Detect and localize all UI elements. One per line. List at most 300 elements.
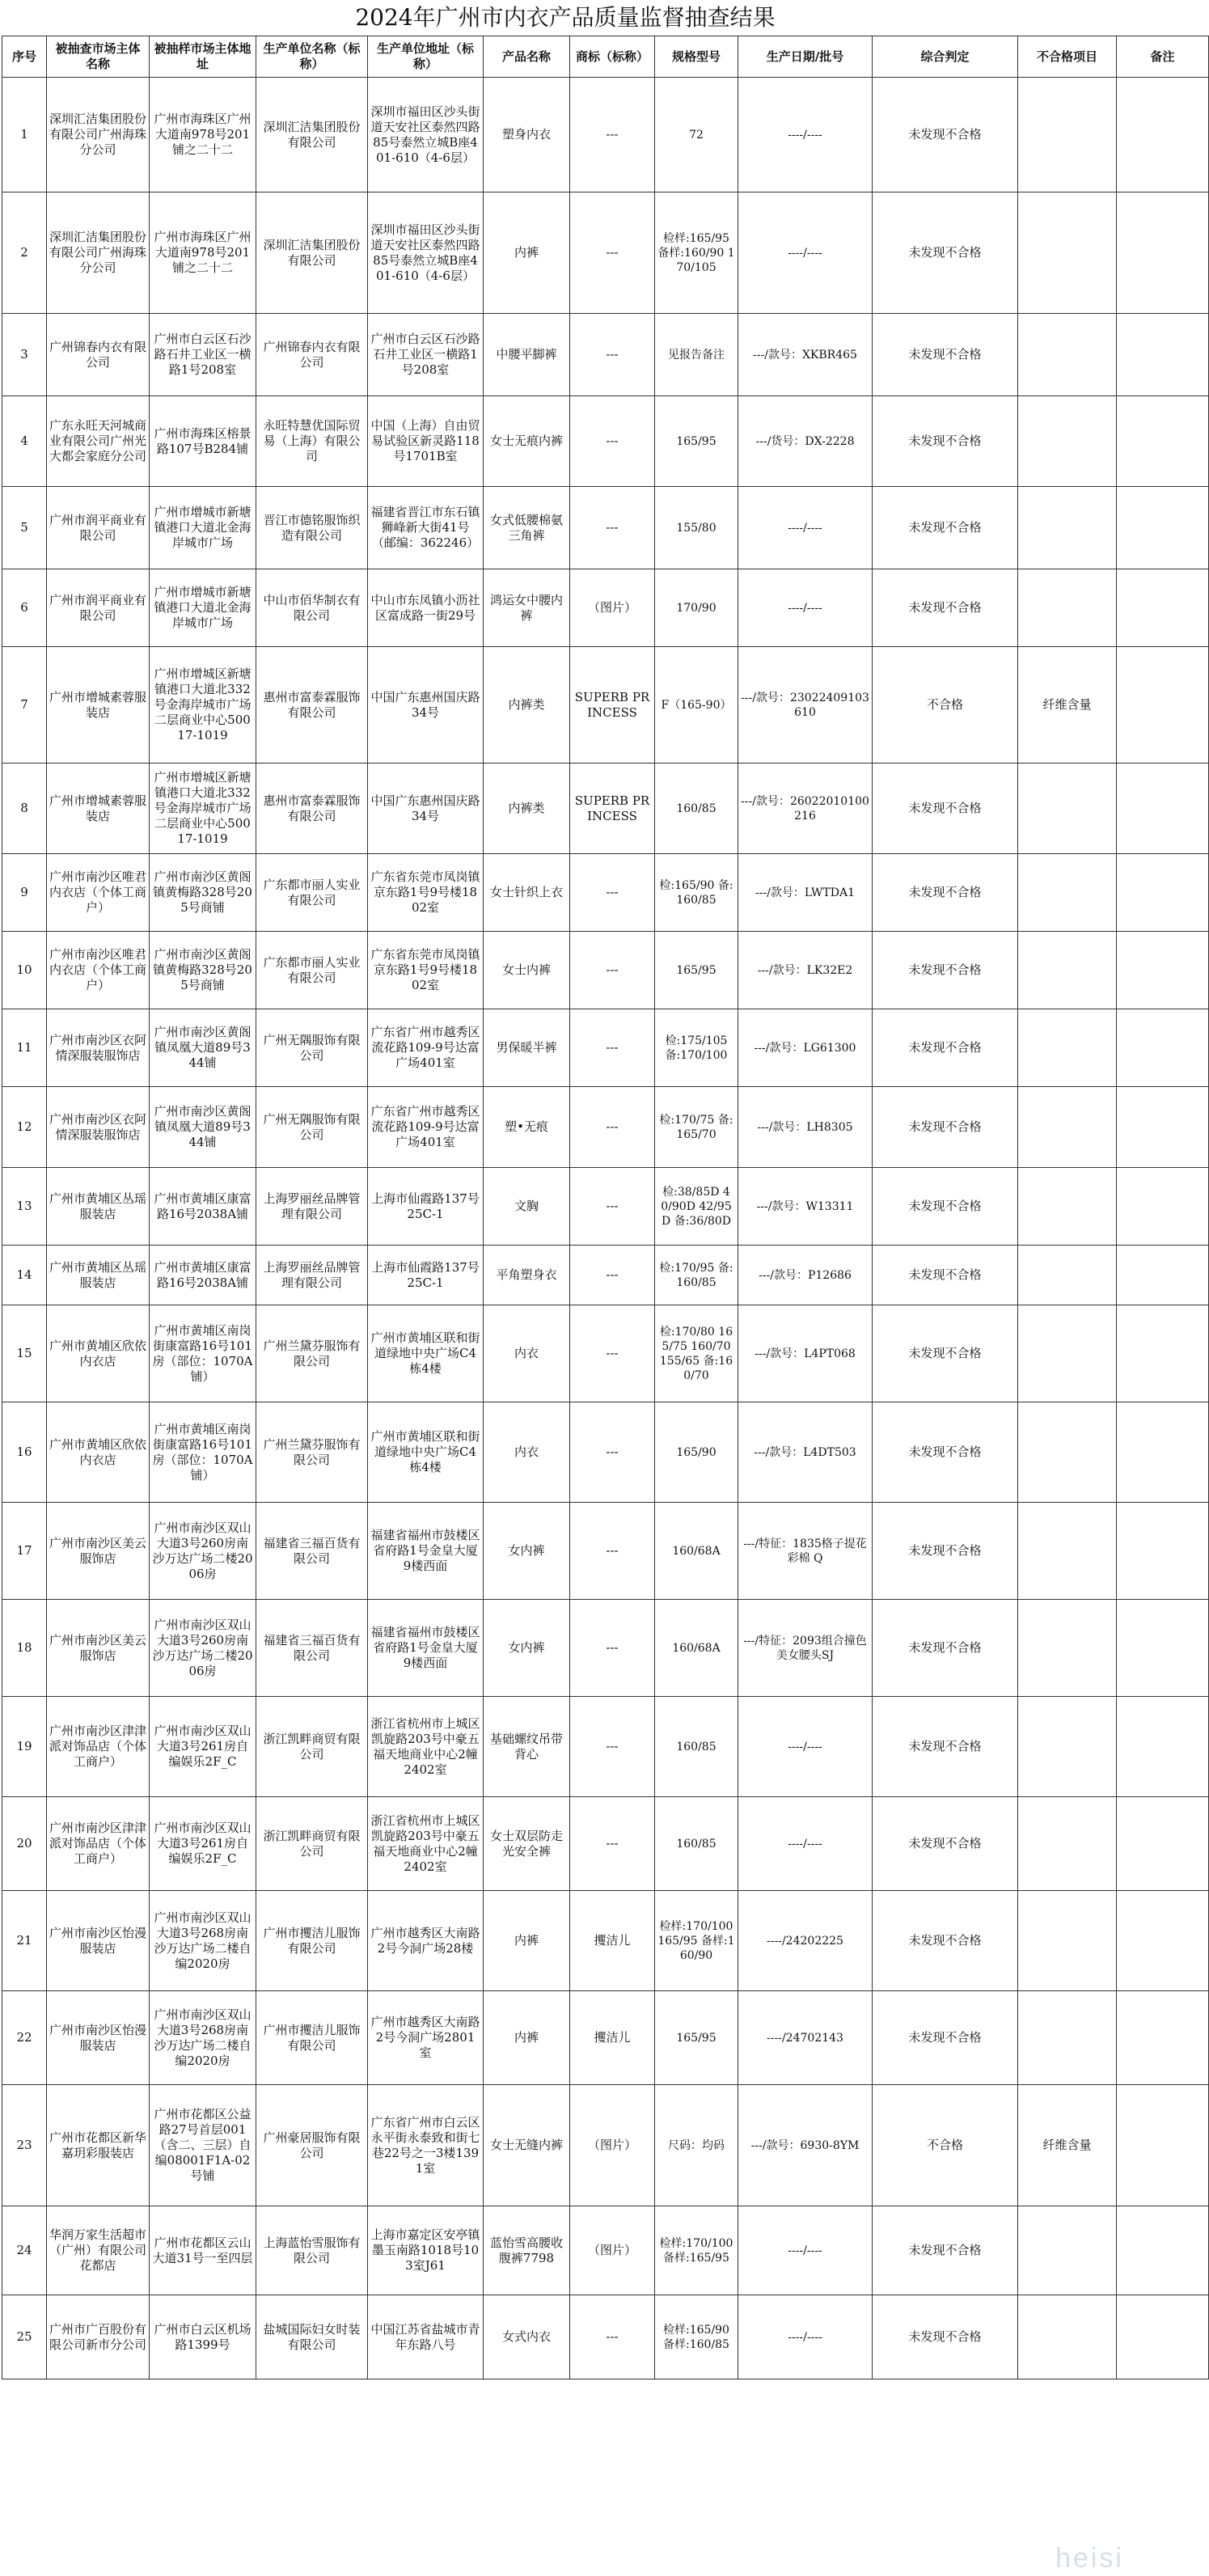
cell-maker-addr: 中国（上海）自由贸易试验区新灵路118号1701B室 — [368, 396, 484, 487]
page-title: 2024年广州市内衣产品质量监督抽查结果 — [355, 4, 776, 31]
cell-verdict: 未发现不合格 — [873, 763, 1018, 854]
cell-spec: 检样:170/100 备样:165/95 — [655, 2206, 738, 2295]
cell-maker: 上海蓝怡雪服饰有限公司 — [256, 2206, 368, 2295]
cell-date: ---/货号：DX-2228 — [738, 396, 873, 487]
cell-maker: 广州豪居服饰有限公司 — [256, 2085, 368, 2206]
header-cell: 生产单位名称（标称） — [256, 36, 368, 78]
cell-maker-addr: 浙江省杭州市上城区凯旋路203号中豪五福天地商业中心2幢2402室 — [368, 1797, 484, 1891]
cell-name: 深圳汇洁集团股份有限公司广州海珠分公司 — [47, 192, 150, 314]
table-row — [2, 1697, 1209, 1797]
cell-maker-addr: 中国江苏省盐城市青年东路八号 — [368, 2295, 484, 2379]
cell-note — [1117, 1991, 1209, 2085]
cell-addr: 广州市南沙区双山大道3号260房南沙万达广场二楼2006房 — [150, 1600, 256, 1697]
cell-addr: 广州市增城区新塘镇港口大道北332号金海岸城市广场二层商业中心50017-1019 — [150, 763, 256, 854]
cell-note — [1117, 932, 1209, 1009]
cell-name: 广州市增城素蓉服装店 — [47, 763, 150, 854]
cell-verdict: 不合格 — [873, 2085, 1018, 2206]
cell-maker: 广州兰黛芬服饰有限公司 — [256, 1305, 368, 1402]
cell-verdict: 未发现不合格 — [873, 1168, 1018, 1246]
cell-brand: （图片） — [570, 2085, 655, 2206]
cell-spec: 160/68A — [655, 1600, 738, 1697]
table-row — [2, 647, 1209, 763]
cell-maker-addr: 广州市黄埔区联和街道绿地中央广场C4栋4楼 — [368, 1305, 484, 1402]
cell-note — [1117, 1891, 1209, 1991]
cell-no: 20 — [2, 1797, 47, 1891]
cell-maker-addr: 上海市仙霞路137号25C-1 — [368, 1168, 484, 1246]
cell-note — [1117, 314, 1209, 396]
cell-fail — [1018, 1697, 1117, 1797]
cell-date: ----/---- — [738, 1697, 873, 1797]
cell-fail — [1018, 314, 1117, 396]
table-row — [2, 1402, 1209, 1503]
table-body — [2, 78, 1209, 2379]
cell-no: 11 — [2, 1009, 47, 1087]
cell-date: ---/款号：L4PT068 — [738, 1305, 873, 1402]
cell-date: ----/24702143 — [738, 1991, 873, 2085]
cell-maker-addr: 福建省福州市鼓楼区省府路1号金皇大厦9楼西面 — [368, 1600, 484, 1697]
cell-maker: 上海罗丽丝品牌管理有限公司 — [256, 1168, 368, 1246]
table-header-row — [2, 36, 1209, 78]
cell-maker: 广州锦春内衣有限公司 — [256, 314, 368, 396]
cell-maker: 深圳汇洁集团股份有限公司 — [256, 192, 368, 314]
cell-verdict: 未发现不合格 — [873, 1402, 1018, 1503]
cell-verdict: 未发现不合格 — [873, 1246, 1018, 1305]
cell-verdict: 未发现不合格 — [873, 487, 1018, 569]
cell-name: 广州市增城素蓉服装店 — [47, 647, 150, 763]
cell-spec: 160/85 — [655, 763, 738, 854]
cell-fail — [1018, 2295, 1117, 2379]
cell-name: 广州市黄埔区丛瑶服装店 — [47, 1246, 150, 1305]
cell-fail — [1018, 78, 1117, 192]
cell-maker: 永旺特慧优国际贸易（上海）有限公司 — [256, 396, 368, 487]
cell-product: 女士针织上衣 — [484, 854, 570, 932]
cell-date: ---/特征：2093组合撞色美女腰头SJ — [738, 1600, 873, 1697]
cell-verdict: 未发现不合格 — [873, 314, 1018, 396]
table-row — [2, 1991, 1209, 2085]
header-cell: 综合判定 — [873, 36, 1018, 78]
cell-name: 广州市花都区新华嘉玥彩服装店 — [47, 2085, 150, 2206]
cell-no: 25 — [2, 2295, 47, 2379]
cell-product: 内衣 — [484, 1305, 570, 1402]
cell-maker: 浙江凯畔商贸有限公司 — [256, 1697, 368, 1797]
cell-note — [1117, 1697, 1209, 1797]
cell-name: 广州市南沙区美云服饰店 — [47, 1600, 150, 1697]
cell-no: 19 — [2, 1697, 47, 1797]
table-row — [2, 192, 1209, 314]
cell-addr: 广州市增城区新塘镇港口大道北332号金海岸城市广场二层商业中心50017-1019 — [150, 647, 256, 763]
cell-brand: --- — [570, 1009, 655, 1087]
cell-verdict: 未发现不合格 — [873, 2206, 1018, 2295]
cell-brand: --- — [570, 1402, 655, 1503]
cell-fail — [1018, 1797, 1117, 1891]
cell-spec: F（165-90） — [655, 647, 738, 763]
cell-spec: 检:170/80 165/75 160/70 155/65 备:160/70 — [655, 1305, 738, 1402]
cell-name: 华润万家生活超市（广州）有限公司花都店 — [47, 2206, 150, 2295]
cell-addr: 广州市南沙区黄阁镇凤凰大道89号344铺 — [150, 1087, 256, 1168]
cell-brand: --- — [570, 396, 655, 487]
table-row — [2, 1168, 1209, 1246]
cell-name: 广东永旺天河城商业有限公司广州光大都会家庭分公司 — [47, 396, 150, 487]
cell-note — [1117, 2206, 1209, 2295]
cell-addr: 广州市增城市新塘镇港口大道北金海岸城市广场 — [150, 487, 256, 569]
cell-name: 广州市广百股份有限公司新市分公司 — [47, 2295, 150, 2379]
cell-brand: （图片） — [570, 569, 655, 647]
cell-maker: 广州无隅服饰有限公司 — [256, 1009, 368, 1087]
cell-spec: 检:38/85D 40/90D 42/95D 备:36/80D — [655, 1168, 738, 1246]
cell-date: ----/---- — [738, 192, 873, 314]
cell-fail — [1018, 192, 1117, 314]
cell-maker-addr: 广东省广州市越秀区流花路109-9号达富广场401室 — [368, 1087, 484, 1168]
cell-product: 塑•无痕 — [484, 1087, 570, 1168]
cell-maker-addr: 福建省晋江市东石镇狮峰新大街41号（邮编：362246） — [368, 487, 484, 569]
cell-note — [1117, 1797, 1209, 1891]
cell-product: 女式低腰棉氨三角裤 — [484, 487, 570, 569]
cell-no: 10 — [2, 932, 47, 1009]
table-row — [2, 396, 1209, 487]
cell-fail — [1018, 1402, 1117, 1503]
cell-addr: 广州市南沙区黄阁镇黄梅路328号205号商铺 — [150, 854, 256, 932]
cell-maker: 广州市攫洁儿服饰有限公司 — [256, 1991, 368, 2085]
cell-no: 9 — [2, 854, 47, 932]
cell-brand: --- — [570, 2295, 655, 2379]
cell-date: ----/---- — [738, 487, 873, 569]
cell-addr: 广州市黄埔区南岗街康富路16号101房（部位：1070A铺） — [150, 1402, 256, 1503]
cell-brand: --- — [570, 1503, 655, 1600]
watermark: heisi — [1055, 2543, 1124, 2574]
cell-verdict: 未发现不合格 — [873, 1697, 1018, 1797]
cell-addr: 广州市增城市新塘镇港口大道北金海岸城市广场 — [150, 569, 256, 647]
cell-spec: 检样:170/100 165/95 备样:160/90 — [655, 1891, 738, 1991]
cell-date: ---/特征：1835格子提花彩棉 Q — [738, 1503, 873, 1600]
cell-date: ----/---- — [738, 78, 873, 192]
header-cell: 商标（标称） — [570, 36, 655, 78]
cell-fail — [1018, 1087, 1117, 1168]
cell-fail: 纤维含量 — [1018, 647, 1117, 763]
cell-product: 内裤 — [484, 192, 570, 314]
cell-maker: 晋江市德铭服饰织造有限公司 — [256, 487, 368, 569]
cell-maker: 广州兰黛芬服饰有限公司 — [256, 1402, 368, 1503]
cell-product: 文胸 — [484, 1168, 570, 1246]
cell-fail: 纤维含量 — [1018, 2085, 1117, 2206]
table-row — [2, 932, 1209, 1009]
cell-fail — [1018, 1891, 1117, 1991]
header-cell: 被抽样市场主体地址 — [150, 36, 256, 78]
cell-maker: 惠州市富泰霖服饰有限公司 — [256, 763, 368, 854]
cell-product: 男保暖半裤 — [484, 1009, 570, 1087]
cell-date: ---/款号：W13311 — [738, 1168, 873, 1246]
cell-spec: 检:170/95 备:160/85 — [655, 1246, 738, 1305]
cell-note — [1117, 2295, 1209, 2379]
cell-name: 深圳汇洁集团股份有限公司广州海珠分公司 — [47, 78, 150, 192]
cell-no: 3 — [2, 314, 47, 396]
cell-fail — [1018, 932, 1117, 1009]
cell-note — [1117, 1246, 1209, 1305]
cell-date: ----/---- — [738, 2295, 873, 2379]
table-row — [2, 1305, 1209, 1402]
cell-brand: --- — [570, 1246, 655, 1305]
cell-date: ---/款号：LK32E2 — [738, 932, 873, 1009]
cell-brand: --- — [570, 1305, 655, 1402]
cell-maker: 广东都市丽人实业有限公司 — [256, 932, 368, 1009]
cell-fail — [1018, 1503, 1117, 1600]
cell-note — [1117, 1009, 1209, 1087]
cell-no: 1 — [2, 78, 47, 192]
cell-spec: 160/68A — [655, 1503, 738, 1600]
cell-addr: 广州市海珠区榕景路107号B284铺 — [150, 396, 256, 487]
cell-note — [1117, 1503, 1209, 1600]
table-row — [2, 1009, 1209, 1087]
cell-no: 18 — [2, 1600, 47, 1697]
cell-brand: --- — [570, 854, 655, 932]
cell-brand: --- — [570, 1697, 655, 1797]
table-row — [2, 1246, 1209, 1305]
table-row — [2, 569, 1209, 647]
cell-name: 广州市黄埔区丛瑶服装店 — [47, 1168, 150, 1246]
cell-name: 广州市润平商业有限公司 — [47, 487, 150, 569]
cell-product: 女士无缝内裤 — [484, 2085, 570, 2206]
cell-note — [1117, 1168, 1209, 1246]
cell-maker: 盐城国际妇女时装有限公司 — [256, 2295, 368, 2379]
cell-maker-addr: 浙江省杭州市上城区凯旋路203号中豪五福天地商业中心2幢2402室 — [368, 1697, 484, 1797]
cell-product: 内衣 — [484, 1402, 570, 1503]
cell-maker-addr: 广州市越秀区大南路2号今洞广场2801室 — [368, 1991, 484, 2085]
cell-addr: 广州市白云区机场路1399号 — [150, 2295, 256, 2379]
cell-spec: 170/90 — [655, 569, 738, 647]
cell-brand: （图片） — [570, 2206, 655, 2295]
cell-maker: 浙江凯畔商贸有限公司 — [256, 1797, 368, 1891]
cell-note — [1117, 2085, 1209, 2206]
cell-product: 内裤 — [484, 1991, 570, 2085]
cell-verdict: 未发现不合格 — [873, 78, 1018, 192]
cell-addr: 广州市南沙区双山大道3号261房自编娱乐2F_C — [150, 1697, 256, 1797]
cell-fail — [1018, 569, 1117, 647]
cell-product: 女内裤 — [484, 1503, 570, 1600]
cell-spec: 检:170/75 备:165/70 — [655, 1087, 738, 1168]
cell-verdict: 未发现不合格 — [873, 569, 1018, 647]
cell-product: 内裤类 — [484, 647, 570, 763]
cell-date: ----/---- — [738, 1797, 873, 1891]
cell-fail — [1018, 1305, 1117, 1402]
cell-spec: 检:165/90 备:160/85 — [655, 854, 738, 932]
cell-fail — [1018, 1246, 1117, 1305]
cell-spec: 尺码：均码 — [655, 2085, 738, 2206]
cell-name: 广州市南沙区衣阿情深服装服饰店 — [47, 1009, 150, 1087]
cell-fail — [1018, 487, 1117, 569]
cell-date: ----/24202225 — [738, 1891, 873, 1991]
cell-product: 女士双层防走光安全裤 — [484, 1797, 570, 1891]
cell-maker: 中山市佰华制衣有限公司 — [256, 569, 368, 647]
cell-verdict: 未发现不合格 — [873, 2295, 1018, 2379]
cell-no: 14 — [2, 1246, 47, 1305]
cell-addr: 广州市海珠区广州大道南978号201铺之二十二 — [150, 78, 256, 192]
header-cell: 被抽查市场主体名称 — [47, 36, 150, 78]
cell-brand: --- — [570, 192, 655, 314]
table-row — [2, 1600, 1209, 1697]
cell-maker: 惠州市富泰霖服饰有限公司 — [256, 647, 368, 763]
cell-name: 广州市黄埔区欣依内衣店 — [47, 1305, 150, 1402]
cell-verdict: 未发现不合格 — [873, 1503, 1018, 1600]
cell-verdict: 不合格 — [873, 647, 1018, 763]
cell-name: 广州市南沙区津津派对饰品店（个体工商户） — [47, 1797, 150, 1891]
cell-date: ---/款号：LH8305 — [738, 1087, 873, 1168]
cell-brand: --- — [570, 487, 655, 569]
cell-fail — [1018, 854, 1117, 932]
cell-note — [1117, 854, 1209, 932]
table-row — [2, 2295, 1209, 2379]
cell-no: 15 — [2, 1305, 47, 1402]
cell-addr: 广州市南沙区双山大道3号268房南沙万达广场二楼自编2020房 — [150, 1991, 256, 2085]
cell-spec: 检:175/105 备:170/100 — [655, 1009, 738, 1087]
cell-no: 24 — [2, 2206, 47, 2295]
cell-fail — [1018, 1600, 1117, 1697]
cell-maker-addr: 广东省广州市白云区永平街永泰致和街七巷22号之一3楼1391室 — [368, 2085, 484, 2206]
cell-product: 蓝怡雪高腰收腹裤7798 — [484, 2206, 570, 2295]
cell-verdict: 未发现不合格 — [873, 1891, 1018, 1991]
cell-maker-addr: 中山市东凤镇小沥社区富成路一街29号 — [368, 569, 484, 647]
cell-spec: 160/85 — [655, 1697, 738, 1797]
cell-addr: 广州市南沙区黄阁镇黄梅路328号205号商铺 — [150, 932, 256, 1009]
cell-name: 广州锦春内衣有限公司 — [47, 314, 150, 396]
cell-note — [1117, 396, 1209, 487]
header-cell: 序号 — [2, 36, 47, 78]
cell-brand: --- — [570, 78, 655, 192]
cell-date: ----/---- — [738, 569, 873, 647]
cell-addr: 广州市南沙区双山大道3号260房南沙万达广场二楼2006房 — [150, 1503, 256, 1600]
cell-date: ---/款号：XKBR465 — [738, 314, 873, 396]
cell-addr: 广州市花都区公益路27号首层001（含二、三层）自编08001F1A-02号铺 — [150, 2085, 256, 2206]
cell-maker-addr: 广东省广州市越秀区流花路109-9号达富广场401室 — [368, 1009, 484, 1087]
cell-verdict: 未发现不合格 — [873, 1009, 1018, 1087]
cell-name: 广州市南沙区怡漫服装店 — [47, 1991, 150, 2085]
cell-addr: 广州市南沙区双山大道3号261房自编娱乐2F_C — [150, 1797, 256, 1891]
cell-no: 17 — [2, 1503, 47, 1600]
cell-date: ---/款号：P12686 — [738, 1246, 873, 1305]
cell-product: 女士内裤 — [484, 932, 570, 1009]
cell-verdict: 未发现不合格 — [873, 932, 1018, 1009]
cell-verdict: 未发现不合格 — [873, 1797, 1018, 1891]
cell-brand: --- — [570, 1797, 655, 1891]
cell-addr: 广州市花都区云山大道31号一至四层 — [150, 2206, 256, 2295]
cell-product: 内裤 — [484, 1891, 570, 1991]
cell-spec: 72 — [655, 78, 738, 192]
cell-fail — [1018, 763, 1117, 854]
cell-brand: 攫洁儿 — [570, 1991, 655, 2085]
cell-fail — [1018, 2206, 1117, 2295]
cell-maker-addr: 广州市越秀区大南路2号今洞广场28楼 — [368, 1891, 484, 1991]
cell-note — [1117, 1402, 1209, 1503]
cell-brand: SUPERB PRINCESS — [570, 763, 655, 854]
cell-date: ---/款号：LG61300 — [738, 1009, 873, 1087]
cell-no: 16 — [2, 1402, 47, 1503]
cell-product: 女式内衣 — [484, 2295, 570, 2379]
cell-no: 21 — [2, 1891, 47, 1991]
cell-spec: 155/80 — [655, 487, 738, 569]
cell-no: 12 — [2, 1087, 47, 1168]
cell-addr: 广州市白云区石沙路石井工业区一横路1号208室 — [150, 314, 256, 396]
cell-maker-addr: 广东省东莞市凤岗镇京东路1号9号楼1802室 — [368, 854, 484, 932]
header-cell: 备注 — [1117, 36, 1209, 78]
table-row — [2, 854, 1209, 932]
cell-spec: 检样:165/95 备样:160/90 170/105 — [655, 192, 738, 314]
cell-date: ---/款号：L4DT503 — [738, 1402, 873, 1503]
header-cell: 规格型号 — [655, 36, 738, 78]
cell-product: 平角塑身衣 — [484, 1246, 570, 1305]
cell-date: ----/---- — [738, 2206, 873, 2295]
cell-fail — [1018, 396, 1117, 487]
cell-product: 基础螺纹吊带背心 — [484, 1697, 570, 1797]
table-row — [2, 78, 1209, 192]
cell-note — [1117, 78, 1209, 192]
cell-no: 4 — [2, 396, 47, 487]
table-row — [2, 487, 1209, 569]
cell-maker-addr: 中国广东惠州国庆路34号 — [368, 647, 484, 763]
cell-maker: 广州市攫洁儿服饰有限公司 — [256, 1891, 368, 1991]
table-row — [2, 2085, 1209, 2206]
cell-product: 中腰平脚裤 — [484, 314, 570, 396]
cell-maker-addr: 中国广东惠州国庆路34号 — [368, 763, 484, 854]
cell-brand: SUPERB PRINCESS — [570, 647, 655, 763]
cell-no: 2 — [2, 192, 47, 314]
cell-maker: 广州无隅服饰有限公司 — [256, 1087, 368, 1168]
cell-note — [1117, 1600, 1209, 1697]
cell-no: 22 — [2, 1991, 47, 2085]
table-row — [2, 314, 1209, 396]
table-row — [2, 1797, 1209, 1891]
cell-maker-addr: 广东省东莞市凤岗镇京东路1号9号楼1802室 — [368, 932, 484, 1009]
cell-maker: 福建省三福百货有限公司 — [256, 1503, 368, 1600]
table-row — [2, 1503, 1209, 1600]
cell-date: ---/款号：6930-8YM — [738, 2085, 873, 2206]
cell-brand: --- — [570, 1600, 655, 1697]
cell-maker-addr: 深圳市福田区沙头街道天安社区泰然四路85号泰然立城B座401-610（4-6层） — [368, 192, 484, 314]
cell-verdict: 未发现不合格 — [873, 1087, 1018, 1168]
cell-note — [1117, 1087, 1209, 1168]
cell-verdict: 未发现不合格 — [873, 1600, 1018, 1697]
cell-spec: 165/95 — [655, 932, 738, 1009]
cell-spec: 160/85 — [655, 1797, 738, 1891]
cell-brand: --- — [570, 1168, 655, 1246]
cell-product: 塑身内衣 — [484, 78, 570, 192]
table-row — [2, 763, 1209, 854]
cell-no: 23 — [2, 2085, 47, 2206]
cell-maker: 上海罗丽丝品牌管理有限公司 — [256, 1246, 368, 1305]
header-cell: 产品名称 — [484, 36, 570, 78]
cell-product: 女内裤 — [484, 1600, 570, 1697]
cell-no: 6 — [2, 569, 47, 647]
cell-date: ---/款号：23022409103610 — [738, 647, 873, 763]
cell-maker-addr: 上海市仙霞路137号25C-1 — [368, 1246, 484, 1305]
cell-name: 广州市南沙区衣阿情深服装服饰店 — [47, 1087, 150, 1168]
cell-product: 鸿运女中腰内裤 — [484, 569, 570, 647]
cell-product: 女士无痕内裤 — [484, 396, 570, 487]
cell-no: 7 — [2, 647, 47, 763]
cell-addr: 广州市黄埔区康富路16号2038A铺 — [150, 1168, 256, 1246]
cell-date: ---/款号：LWTDA1 — [738, 854, 873, 932]
cell-verdict: 未发现不合格 — [873, 1305, 1018, 1402]
header-cell: 生产单位地址（标称） — [368, 36, 484, 78]
cell-brand: --- — [570, 1087, 655, 1168]
cell-note — [1117, 192, 1209, 314]
header-cell: 生产日期/批号 — [738, 36, 873, 78]
cell-maker-addr: 福建省福州市鼓楼区省府路1号金皇大厦9楼西面 — [368, 1503, 484, 1600]
cell-maker-addr: 上海市嘉定区安亭镇墨玉南路1018号103室J61 — [368, 2206, 484, 2295]
cell-verdict: 未发现不合格 — [873, 854, 1018, 932]
cell-note — [1117, 569, 1209, 647]
cell-addr: 广州市南沙区双山大道3号268房南沙万达广场二楼自编2020房 — [150, 1891, 256, 1991]
cell-maker-addr: 深圳市福田区沙头街道天安社区泰然四路85号泰然立城B座401-610（4-6层） — [368, 78, 484, 192]
cell-note — [1117, 647, 1209, 763]
cell-brand: --- — [570, 932, 655, 1009]
